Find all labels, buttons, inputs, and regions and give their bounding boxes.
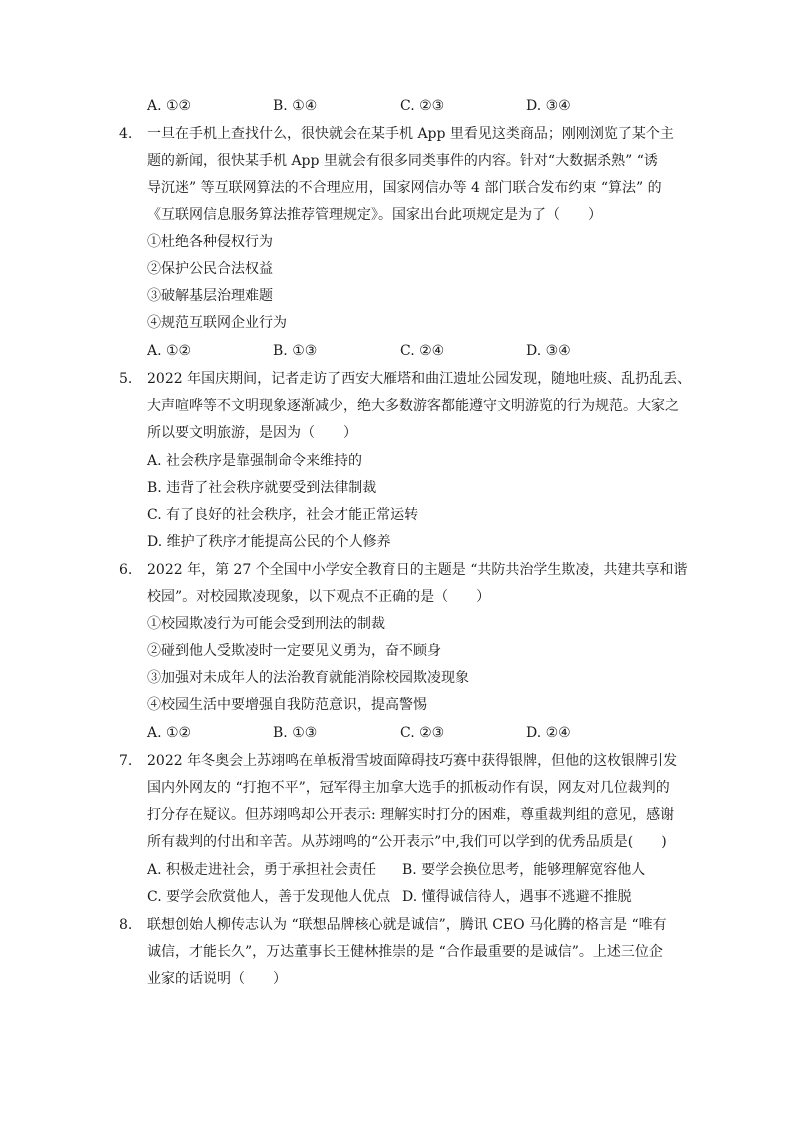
q4-stem-line: 《互联网信息服务算法推荐管理规定》。国家出台此项规定是为了（ ）: [147, 207, 602, 223]
q6-option-a: A. ①②: [147, 725, 192, 741]
q4-item: ③破解基层治理难题: [147, 288, 273, 304]
q5-option-c: C. 有了良好的社会秩序，社会才能正常运转: [147, 507, 419, 523]
q6-item: ①校园欺凌行为可能会受到刑法的制裁: [147, 616, 385, 632]
q6-option-d: D. ②④: [526, 725, 571, 741]
q3-option-d: D. ③④: [526, 98, 571, 114]
q5-number: 5.: [119, 371, 133, 387]
q7-option-a: A. 积极走进社会，勇于承担社会责任: [147, 862, 377, 878]
q4-stem-line: 导沉迷” 等互联网算法的不合理应用，国家网信办等 4 部门联合发布约束 “算法” 的: [147, 180, 662, 196]
q7-stem-line: 2022 年冬奥会上苏翊鸣在单板滑雪坡面障碍技巧赛中获得银牌，但他的这枚银牌引发: [147, 753, 678, 769]
q5-stem-line: 2022 年国庆期间，记者走访了西安大雁塔和曲江遗址公园发现，随地吐痰、乱扔乱丢、: [147, 371, 692, 387]
q4-stem-line: 一旦在手机上查找什么，很快就会在某手机 App 里看见这类商品；刚刚浏览了某个主: [147, 126, 674, 142]
q7-option-d: D. 懂得诚信待人，遇事不逃避不推脱: [402, 889, 632, 905]
q5-option-d: D. 维护了秩序才能提高公民的个人修养: [147, 534, 391, 550]
q6-stem-line: 校园”。对校园欺凌现象，以下观点不正确的是（ ）: [147, 589, 491, 605]
q6-item: ④校园生活中要增强自我防范意识，提高警惕: [147, 697, 427, 713]
q6-item: ③加强对未成年人的法治教育就能消除校园欺凌现象: [147, 670, 469, 686]
q6-option-c: C. ②③: [400, 725, 445, 741]
q7-stem-line: 打分存在疑议。但苏翊鸣却公开表示: 理解实时打分的困难，尊重裁判组的意见，感谢: [147, 807, 675, 823]
q4-option-c: C. ②④: [400, 343, 445, 359]
q3-option-c: C. ②③: [400, 98, 445, 114]
q4-stem-line: 题的新闻，很快某手机 App 里就会有很多同类事件的内容。针对“大数据杀熟” “诱: [147, 153, 658, 169]
q8-stem-line: 诚信，才能长久”，万达董事长王健林推崇的是 “合作最重要的是诚信”。上述三位企: [147, 944, 663, 960]
q8-stem-line: 联想创始人柳传志认为 “联想品牌核心就是诚信”，腾讯 CEO 马化腾的格言是 “唯有: [147, 917, 667, 933]
q7-option-c: C. 要学会欣赏他人，善于发现他人优点: [147, 889, 391, 905]
q7-number: 7.: [119, 753, 133, 769]
q8-number: 8.: [119, 917, 133, 933]
q6-item: ②碰到他人受欺凌时一定要见义勇为，奋不顾身: [147, 643, 441, 659]
q5-stem-line: 所以要文明旅游，是因为（ ）: [147, 425, 357, 441]
q3-option-a: A. ①②: [147, 98, 192, 114]
q6-number: 6.: [119, 562, 133, 578]
q5-option-a: A. 社会秩序是靠强制命令来维持的: [147, 453, 363, 469]
q5-stem-line: 大声喧哗等不文明现象逐渐减少，绝大多数游客都能遵守文明游览的行为规范。大家之: [147, 398, 679, 414]
q7-stem-line: 所有裁判的付出和辛苦。从苏翊鸣的“公开表示”中,我们可以学到的优秀品质是( ): [147, 834, 667, 850]
q7-option-b: B. 要学会换位思考，能够理解宽容他人: [402, 862, 646, 878]
q4-item: ①杜绝各种侵权行为: [147, 234, 273, 250]
q3-option-b: B. ①④: [273, 98, 318, 114]
q4-item: ②保护公民合法权益: [147, 261, 273, 277]
q8-stem-line: 业家的话说明（ ）: [147, 971, 287, 987]
q6-option-b: B. ①③: [273, 725, 318, 741]
q4-item: ④规范互联网企业行为: [147, 315, 287, 331]
q4-option-d: D. ③④: [526, 343, 571, 359]
q7-stem-line: 国内外网友的 “打抱不平”，冠军得主加拿大选手的抓板动作有误，网友对几位裁判的: [147, 780, 670, 796]
q5-option-b: B. 违背了社会秩序就要受到法律制裁: [147, 480, 377, 496]
q4-option-b: B. ①③: [273, 343, 318, 359]
q6-stem-line: 2022 年，第 27 个全国中小学安全教育日的主题是 “共防共治学生欺凌，共建共享和谐: [147, 562, 688, 578]
q4-option-a: A. ①②: [147, 343, 192, 359]
q4-number: 4.: [119, 126, 133, 142]
